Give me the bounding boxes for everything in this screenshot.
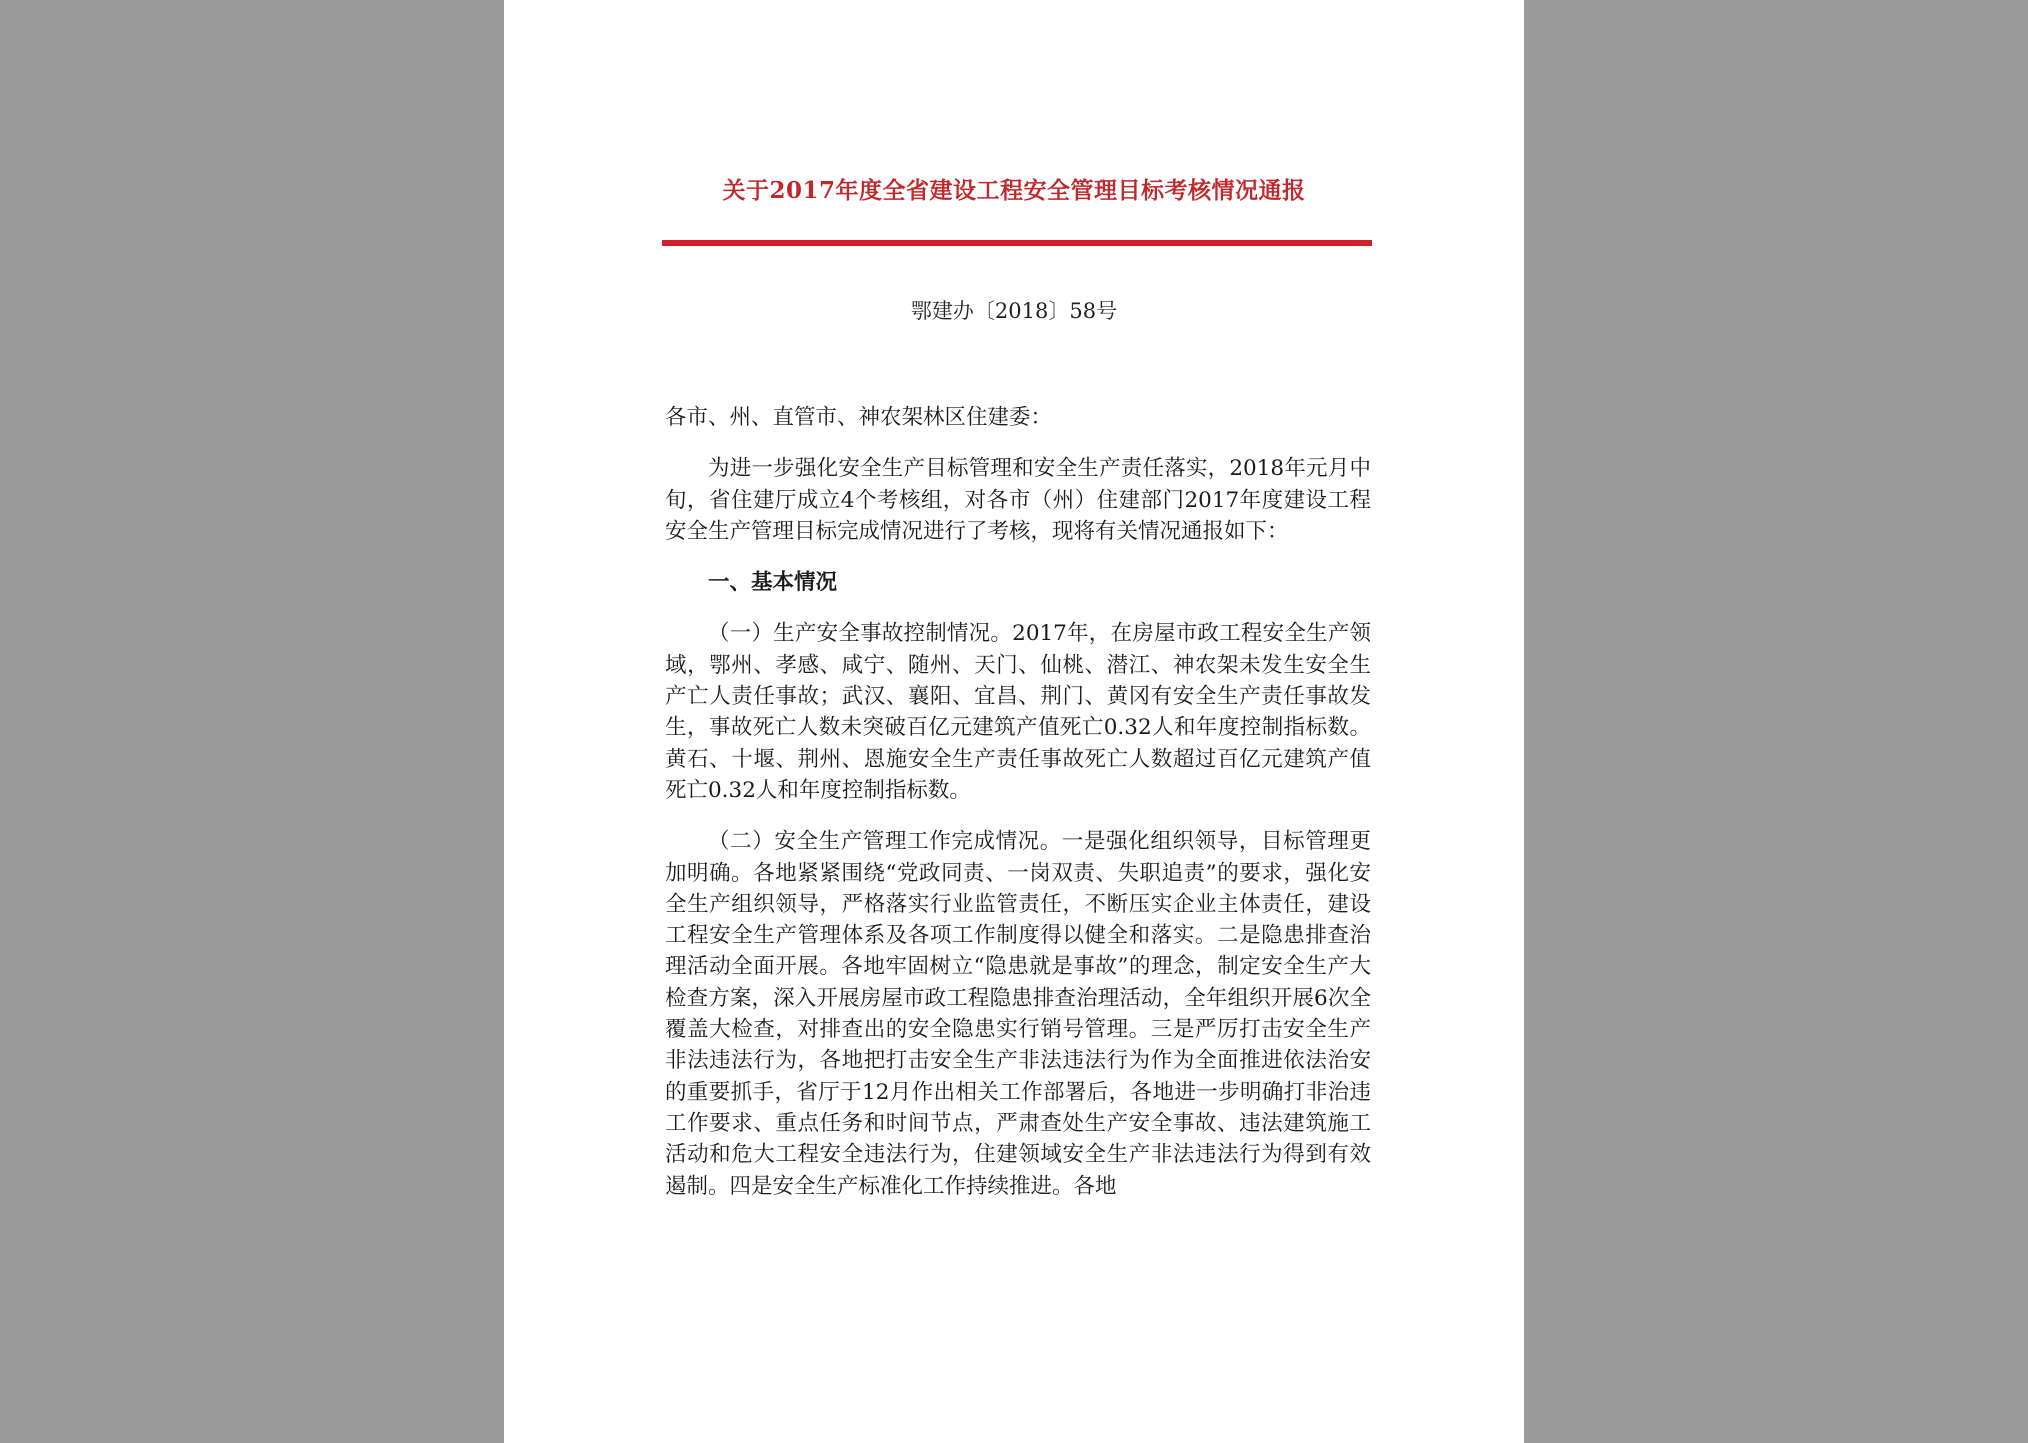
salutation: 各市、州、直管市、神农架林区住建委： — [665, 405, 1053, 430]
body-paragraph: （一）生产安全事故控制情况。2017年，在房屋市政工程安全生产领域，鄂州、孝感、咸宁、随州、天门、仙桃、潜江、神农架未发生安全生产亡人责任事故；武汉、襄阳、宜昌、荆门、黄冈有安全生产责任事故发生，事故死亡人数未突破百亿元建筑产值死亡0.32人和年度控制指标数。黄石、十堰、荆州、恩施安全生产责任事故死亡人数超过百亿元建筑产值死亡0.32人和年度控制指标数。 — [665, 621, 1371, 803]
intro-paragraph: 为进一步强化安全生产目标管理和安全生产责任落实，2018年元月中旬，省住建厅成立4个考核组，对各市（州）住建部门2017年度建设工程安全生产管理目标完成情况进行了考核，现将有关情况通报如下： — [665, 456, 1371, 544]
document-page — [504, 0, 1524, 1443]
body-paragraph: （二）安全生产管理工作完成情况。一是强化组织领导，目标管理更加明确。各地紧紧围绕“党政同责、一岗双责、失职追责”的要求，强化安全生产组织领导，严格落实行业监管责任，不断压实企业主体责任，建设工程安全生产管理体系及各项工作制度得以健全和落实。二是隐患排查治理活动全面开展。各地牢固树立“隐患就是事故”的理念，制定安全生产大检查方案，深入开展房屋市政工程隐患排查治理活动，全年组织开展6次全覆盖大检查，对排查出的安全隐患实行销号管理。三是严厉打击安全生产非法违法行为，各地把打击安全生产非法违法行为作为全面推进依法治安的重要抓手，省厅于12月作出相关工作部署后，各地进一步明确打非治违工作要求、重点任务和时间节点，严肃查处生产安全事故、违法建筑施工活动和危大工程安全违法行为，住建领域安全生产非法违法行为得到有效遏制。四是安全生产标准化工作持续推进。各地 — [665, 829, 1371, 1199]
red-header-rule — [662, 240, 1372, 246]
document-body — [665, 402, 1371, 1222]
document-number: 鄂建办〔2018〕58号 — [910, 299, 1118, 323]
section-heading: 一、基本情况 — [708, 570, 838, 596]
document-title: 关于2017年度全省建设工程安全管理目标考核情况通报 — [722, 177, 1306, 204]
